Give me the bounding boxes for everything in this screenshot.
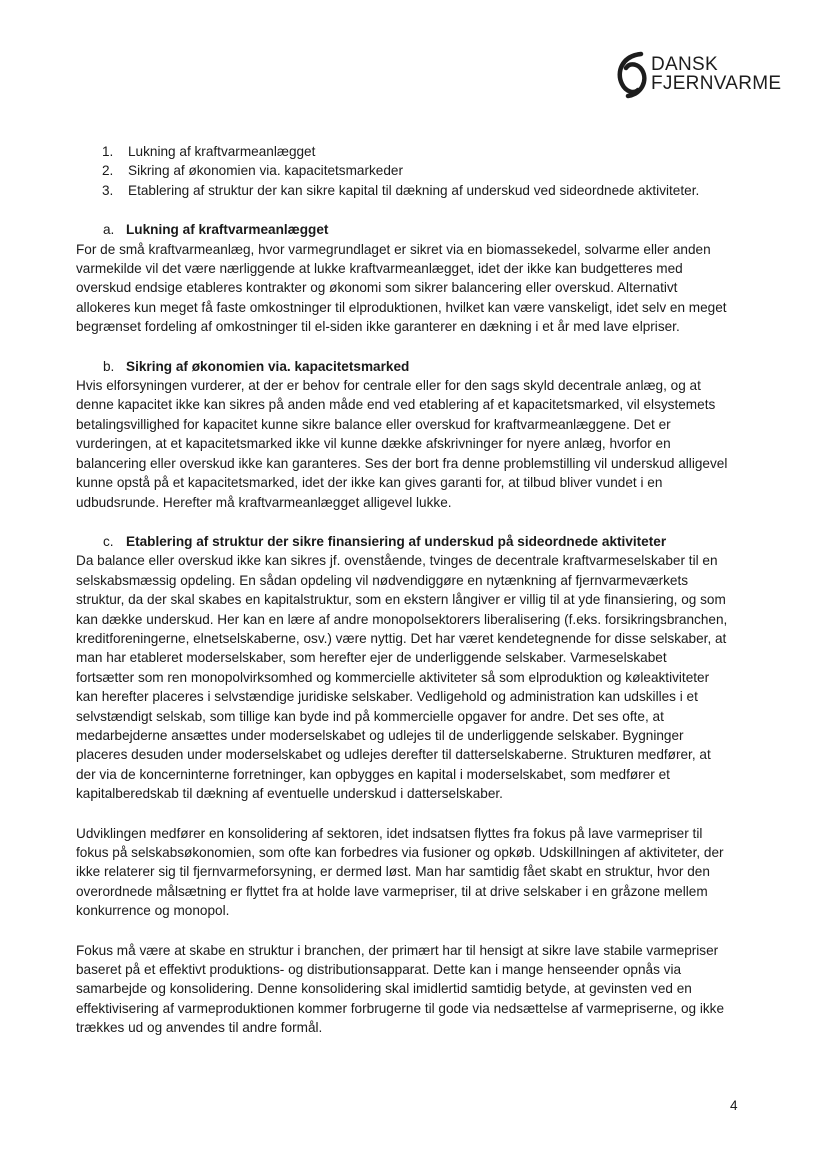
section-body xyxy=(76,240,744,337)
text-line: man har etableret moderselskaber, som herefter ejer de underliggende selskaber. Varmeselskabet xyxy=(76,650,667,666)
text-line: baseret på et effektivt produktions- og distributionsapparat. Dette kan i mange henseender opnås via xyxy=(76,962,682,978)
text-line: For de små kraftvarmeanlæg, hvor varmegrundlaget er sikret via en biomassekedel, solvarme eller anden xyxy=(76,241,711,257)
text-line: Fokus må være at skabe en struktur i branchen, der primært har til hensigt at sikre lave stabile varmepriser xyxy=(76,942,719,958)
text-line: struktur, da der skal skabes en kapitalstruktur, som en ekstern långiver er villig til at yde finansiering, og som xyxy=(76,592,726,608)
text-line: kapitalberedskab til dækning af eventuelle underskud i datterselskaber. xyxy=(76,786,503,802)
text-line: kreditforeningerne, elnetselskaberne, osv.) være nyttig. Det har været kendetegnende for disse selskaber, at xyxy=(76,630,727,646)
paragraph xyxy=(76,941,744,1038)
section-title: Lukning af kraftvarmeanlægget xyxy=(126,222,329,238)
list-number: 1. xyxy=(102,144,114,159)
swirl-icon xyxy=(614,50,650,102)
logo-line-1: DANSK xyxy=(651,54,718,75)
text-line: trækkes ud og anvendes til andre formål. xyxy=(76,1020,323,1036)
list-item-text: Lukning af kraftvarmeanlægget xyxy=(128,144,316,159)
list-item-text: Sikring af økonomien via. kapacitetsmarkeder xyxy=(128,163,404,179)
section-title: Etablering af struktur der sikre finansiering af underskud på sideordnede aktiviteter xyxy=(126,533,667,549)
text-line: fokus på selskabsøkonomien, som ofte kan forbedres via fusioner og opkøb. Udskillningen af aktiviteter, der xyxy=(76,845,724,860)
text-line: ikke relaterer sig til fjernvarmeforsyning, er dermed løst. Man har samtidig fået skabt en struktur, hvor den xyxy=(76,864,710,880)
text-line: Da balance eller overskud ikke kan sikres jf. ovenstående, tvinges de decentrale kraftvarmeselskaber til en xyxy=(76,553,718,569)
text-line: overordnede målsætning er flyttet fra at holde lave varmepriser, til at drive selskaber i en gråzone mellem xyxy=(76,883,708,899)
document-body xyxy=(76,142,744,1038)
text-line: begrænset fordeling af omkostninger til el-siden ikke garanterer en dækning i et år med lave elpriser. xyxy=(76,319,680,335)
dansk-fjernvarme-logo xyxy=(614,50,784,102)
logo-text xyxy=(651,55,781,93)
text-line: kan dække underskud. Her kan en lære af andre monopolsektorers liberalisering (f.eks. forsikringsbranchen, xyxy=(76,611,728,627)
text-line: allokeres kun meget få faste omkostninger til elproduktionen, hvilket kan være vanskeligt, idet selv en meget xyxy=(76,299,727,315)
text-line: der via de koncerninterne forretninger, kan opbygges en kapital i moderselskabet, som medfører et xyxy=(76,766,670,782)
text-line: udbudsrunde. Herefter må kraftvarmeanlægget alligevel lukke. xyxy=(76,494,452,510)
text-line: denne kapacitet ikke kan sikres på anden måde end ved etablering af et kapacitetsmarked, vil elsystemets xyxy=(76,397,716,413)
section-heading xyxy=(76,357,744,376)
section-title: Sikring af økonomien via. kapacitetsmarked xyxy=(126,358,410,374)
section-letter: c. xyxy=(103,533,114,549)
section-heading xyxy=(76,220,744,239)
text-line: balancering eller overskud ikke kan garanteres. Ses der bort fra denne problemstilling vil underskud alligevel xyxy=(76,455,728,471)
text-line: vurderingen, at et kapacitetsmarked ikke vil kunne dække afskrivninger for nyere anlæg, hvorfor en xyxy=(76,436,671,452)
section-letter: b. xyxy=(103,358,115,374)
section-body xyxy=(76,551,744,803)
text-line: betalingsvillighed for kapacitet kunne sikre balance eller overskud for kraftvarmeanlæggene. Det er xyxy=(76,416,671,432)
text-line: placeres desuden under moderselskabet og udlejes derefter til datterselskaberne. Strukturen medfører, at xyxy=(76,747,711,763)
text-line: konkurrence og monopol. xyxy=(76,903,230,919)
section-letter: a. xyxy=(103,222,115,238)
text-line: Udviklingen medfører en konsolidering af sektoren, idet indsatsen flyttes fra fokus på lave varmepriser til xyxy=(76,825,703,841)
list-item xyxy=(76,142,744,161)
list-number: 3. xyxy=(102,182,114,198)
list-item xyxy=(76,161,744,180)
section-heading xyxy=(76,532,744,551)
text-line: effektivisering af varmeproduktionen kommer forbrugerne til gode via nedsættelse af varmepriserne, og ikke xyxy=(76,1000,725,1016)
list-item-text: Etablering af struktur der kan sikre kapital til dækning af underskud ved sideordnede aktiviteter. xyxy=(128,182,700,198)
list-item xyxy=(76,181,744,200)
text-line: fortsætter som ren monopolvirksomhed og kommercielle aktiviteter så som elproduktion og køleaktiviteter xyxy=(76,669,710,685)
text-line: overskud endsige etableres kontrakter og økonomi som sikrer balancering eller overskud. Alternativt xyxy=(76,280,678,296)
numbered-list xyxy=(76,142,744,200)
text-line: varmekilde vil det være nærliggende at lukke kraftvarmeanlægget, idet der ikke kan budgetteres med xyxy=(76,261,683,277)
logo-line-2: FJERNVARME xyxy=(651,73,782,94)
text-line: medarbejderne ansættes under moderselskabet og udlejes til de underliggende selskaber. Bygninger xyxy=(76,727,684,743)
page-number: 4 xyxy=(730,1098,738,1113)
text-line: kunne opstå på et kapacitetsmarked, idet der ikke kan gives garanti for, at tilbud bliver vundet i en xyxy=(76,475,663,491)
text-line: samarbejde og konsolidering. Denne konsolidering skal imidlertid samtidig betyde, at gevinsten ved en xyxy=(76,981,692,997)
paragraph xyxy=(76,824,744,921)
list-number: 2. xyxy=(102,163,114,179)
section-body xyxy=(76,376,744,512)
text-line: selskabsmæssig opdeling. En sådan opdeling vil nødvendiggøre en nytænkning af fjernvarmeværkets xyxy=(76,572,689,588)
text-line: kan herefter placeres i selvstændige juridiske selskaber. Vedligehold og administration kan udskilles i et xyxy=(76,689,698,705)
text-line: Hvis elforsyningen vurderer, at der er behov for centrale eller for den sags skyld decentrale anlæg, og at xyxy=(76,378,701,394)
text-line: selvstændigt selskab, som tillige kan byde ind på kommercielle opgaver for andre. Det ses ofte, at xyxy=(76,708,664,724)
